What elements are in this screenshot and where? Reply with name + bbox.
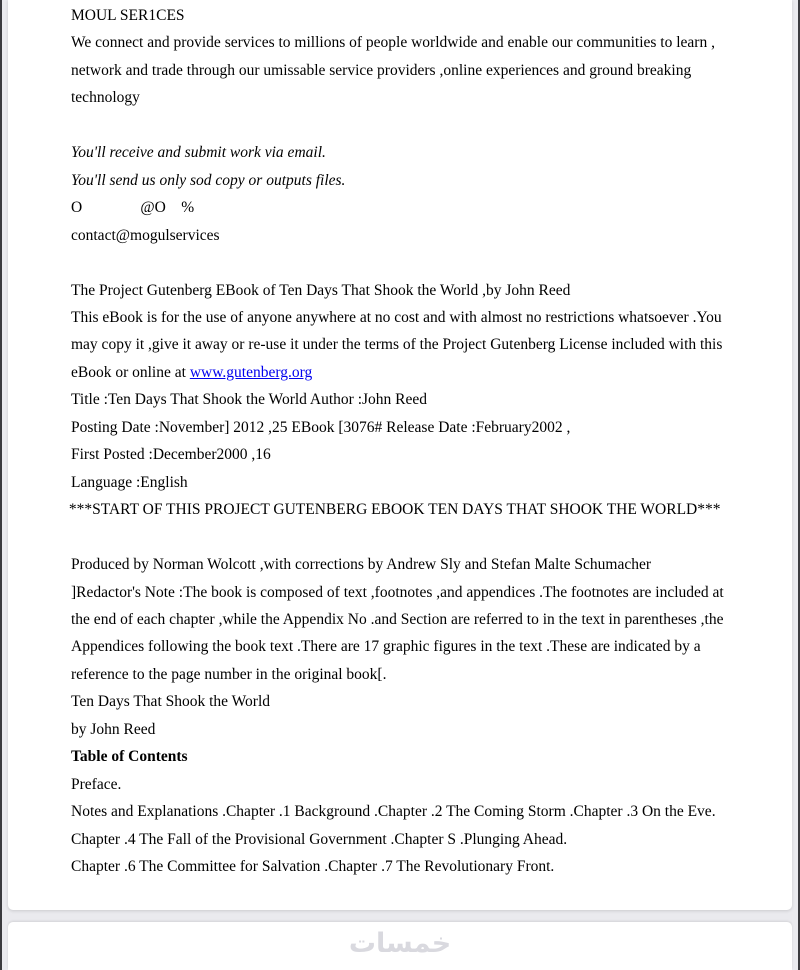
document-line: reference to the page number in the original book[. [71,665,387,683]
document-line: Preface. [71,775,122,793]
document-line: contact@mogulservices [71,226,220,244]
document-line: network and trade through our umissable service providers ,online experiences and ground breaking [71,61,692,79]
document-line: Notes and Explanations .Chapter .1 Background .Chapter .2 The Coming Storm .Chapter .3 On the Eve. [71,803,716,821]
document-line: You'll receive and submit work via email. [71,144,326,162]
khamsat-watermark: خمسات [348,928,452,959]
document-line: Chapter .6 The Committee for Salvation .Chapter .7 The Revolutionary Front. [71,858,555,876]
document-line: Table of Contents [71,748,188,766]
document-page [8,0,792,910]
document-line: You'll send us only sod copy or outputs files. [71,171,346,189]
blank-line [71,524,752,551]
blank-line [71,249,752,276]
document-line: may copy it ,give it away or re-use it under the terms of the Project Gutenberg License included with this [71,336,723,354]
document-line: ***START OF THIS PROJECT GUTENBERG EBOOK TEN DAYS THAT SHOOK THE WORLD*** [65,501,721,519]
document-line: Appendices following the book text .There are 17 graphic figures in the text .These are indicated by a [71,638,701,656]
left-edge-border [0,0,2,970]
document-line: Produced by Norman Wolcott ,with corrections by Andrew Sly and Stefan Malte Schumacher [71,556,652,574]
blank-line [71,112,752,139]
document-line: technology [71,89,140,107]
document-line: Posting Date :November] 2012 ,25 EBook [3076# Release Date :February2002 , [71,418,571,436]
document-line: by John Reed [71,720,156,738]
watermark-page [8,922,792,970]
document-line: MOUL SER1CES [71,7,185,24]
document-line: ]Redactor's Note :The book is composed of text ,footnotes ,and appendices .The footnotes are included at [71,583,724,601]
document-line: This eBook is for the use of anyone anywhere at no cost and with almost no restrictions whatsoever .You [71,308,722,326]
document-line: First Posted :December2000 ,16 [71,446,271,464]
document-line: Ten Days That Shook the World [71,693,271,711]
gutenberg-link[interactable]: www.gutenberg.org [189,363,313,381]
link-line-prefix: eBook or online at [71,363,190,381]
document-line: Chapter .4 The Fall of the Provisional Government .Chapter S .Plunging Ahead. [71,830,568,848]
document-line: the end of each chapter ,while the Appendix No .and Section are referred to in the text in parentheses ,the [71,610,724,628]
document-line: O @O % [71,199,195,217]
document-line: We connect and provide services to millions of people worldwide and enable our communities to learn , [71,34,715,52]
document-line: Language :English [71,473,188,491]
document-body [8,0,792,881]
document-line: Title :Ten Days That Shook the World Author :John Reed [71,391,428,409]
document-line: The Project Gutenberg EBook of Ten Days That Shook the World ,by John Reed [71,281,571,299]
document-line [71,359,752,386]
